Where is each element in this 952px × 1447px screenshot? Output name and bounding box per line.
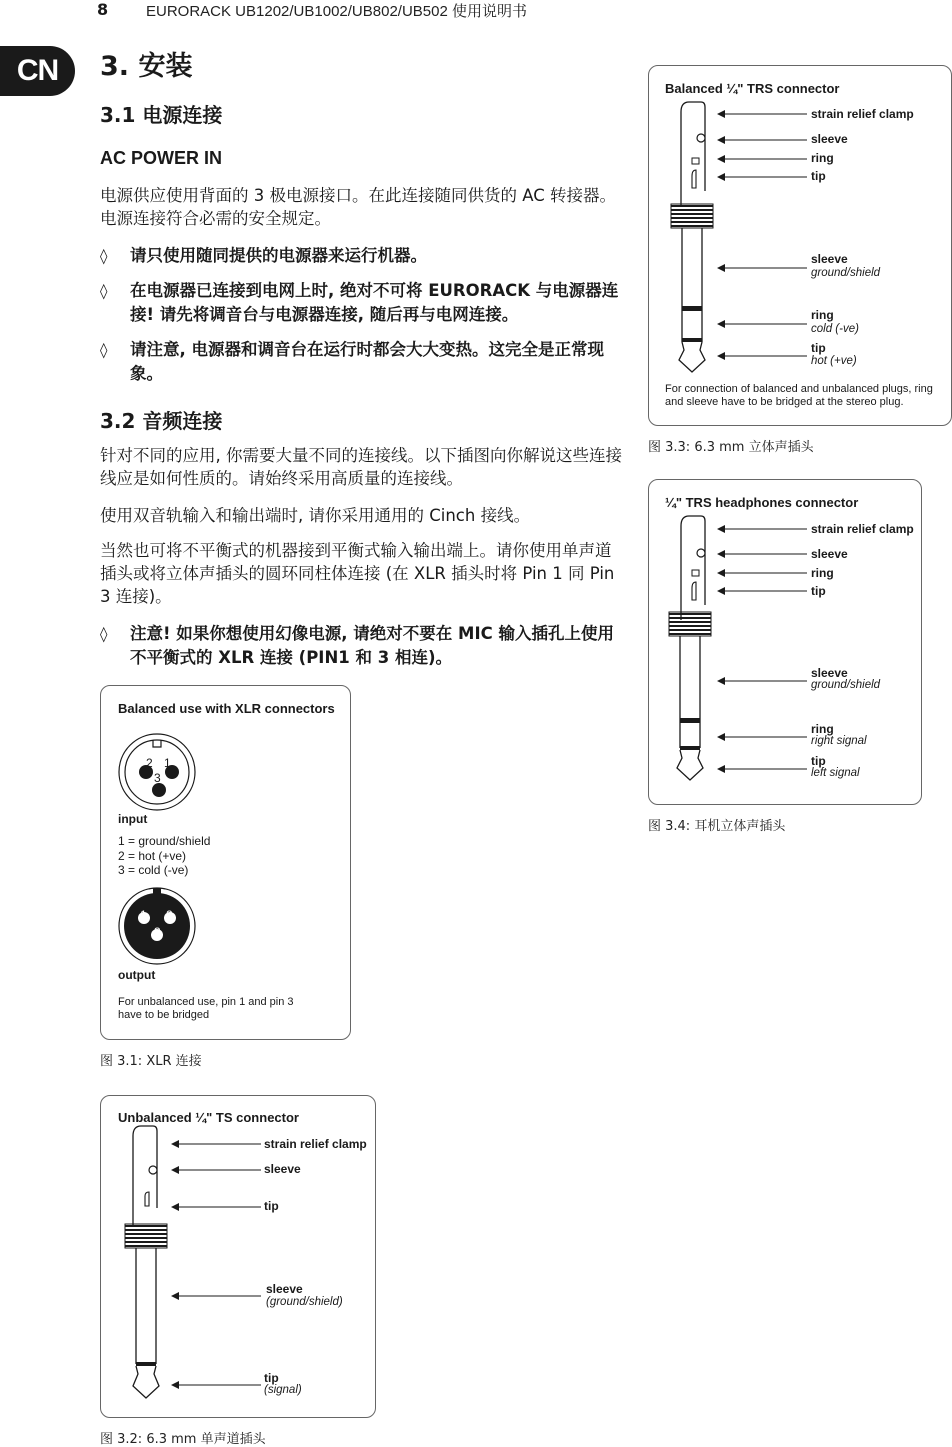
power-bullet-1 [100,244,625,268]
power-bullet-3 [100,338,625,386]
xlr-pin-assignment: 3 = cold (-ve) [118,863,189,877]
language-tab: CN [0,46,75,96]
ts-tip-contact-function: (signal) [264,1384,302,1396]
xlr-output-label: output [118,968,156,982]
trs-sleeve-contact-label: sleeve [811,252,848,266]
xlr-input-label: input [118,812,148,826]
power-section-title: 3.1 电源连接 [100,103,223,127]
ac-power-subtitle: AC POWER IN [100,148,223,168]
bullet-text: 请注意, 电源器和调音台在运行时都会大大变热。这完全是正常现象。 [130,340,605,383]
headphones-ring-contact-function: right signal [811,735,867,747]
ts-strain-relief-label: strain relief clamp [264,1137,367,1151]
headphones-sleeve-contact-label: sleeve [811,666,848,680]
xlr-input-pin-label: 1 [164,756,171,770]
audio-section-title: 3.2 音频连接 [100,409,223,433]
figure-3-3-caption: 图 3.3: 6.3 mm 立体声插头 [648,440,814,455]
trs-strain-relief-label: strain relief clamp [811,107,914,121]
ts-sleeve-contact-function: (ground/shield) [266,1296,343,1308]
trs-figure-panel [648,65,952,426]
xlr-pin-assignment: 2 = hot (+ve) [118,849,187,863]
trs-tip-contact-function: hot (+ve) [811,355,857,367]
bullet-text: 请只使用随同提供的电源器来运行机器。 [130,246,427,265]
audio-paragraph-3: 当然也可将不平衡式的机器接到平衡式输入输出端上。请你使用单声道插头或将立体声插头的圆环同柱体连接 (在 XLR 插头时将 Pin 1 同 Pin 3 连接)。 [100,541,615,606]
xlr-input-pin-label: 3 [154,771,161,785]
ts-sleeve-contact-label: sleeve [266,1282,303,1296]
headphones-ring-label: ring [811,566,834,580]
headphones-tip-contact-label: tip [811,754,826,768]
xlr-unbalanced-note: For unbalanced use, pin 1 and pin 3 have to be bridged [118,996,294,1021]
bullet-mark: ◊ [100,247,108,265]
phantom-warning-bullet [100,622,625,670]
audio-paragraph-1: 针对不同的应用, 你需要大量不同的连接线。以下插图向你解说这些连接线应是如何性质的。请始终采用高质量的连接线。 [100,446,622,488]
figure-3-1-caption: 图 3.1: XLR 连接 [100,1054,202,1069]
trs-sleeve-contact-function: ground/shield [811,267,881,279]
trs-bridging-note: For connection of balanced and unbalanced plugs, ring and sleeve have to be bridged at the stereo plug. [665,383,933,408]
headphones-figure-panel [648,479,922,805]
headphones-ring-contact-label: ring [811,722,834,736]
running-header: EURORACK UB1202/UB1002/UB802/UB502 使用说明书 [146,3,527,20]
power-bullet-2 [100,279,625,327]
headphones-tip-label: tip [811,584,826,598]
headphones-figure-title: ¼" TRS headphones connector [665,495,859,510]
figure-3-2-caption: 图 3.2: 6.3 mm 单声道插头 [100,1432,266,1447]
headphones-sleeve-label: sleeve [811,547,848,561]
ts-sleeve-label: sleeve [264,1162,301,1176]
bullet-mark: ◊ [100,625,108,643]
bullet-mark: ◊ [100,282,108,300]
ts-figure-panel [100,1095,376,1418]
ts-tip-label: tip [264,1199,279,1213]
figure-3-4-caption: 图 3.4: 耳机立体声插头 [648,819,786,834]
bullet-text: 注意! 如果你想使用幻像电源, 请绝对不要在 MIC 输入插孔上使用不平衡式的 XLR 连接 (PIN1 和 3 相连)。 [130,624,614,667]
ts-tip-contact-label: tip [264,1371,279,1385]
xlr-output-pin-label: 1 [140,908,147,922]
power-paragraph: 电源供应使用背面的 3 极电源接口。在此连接随同供货的 AC 转接器。电源连接符合必需的安全规定。 [100,186,616,228]
trs-ring-label: ring [811,151,834,165]
trs-ring-contact-function: cold (-ve) [811,323,859,335]
headphones-strain-relief-label: strain relief clamp [811,522,914,536]
section-title: 3. 安装 [100,51,193,82]
xlr-figure-panel [100,685,351,1040]
bullet-text: 在电源器已连接到电网上时, 绝对不可将 EURORACK 与电源器连接! 请先将调音台与电源器连接, 随后再与电网连接。 [130,281,619,324]
xlr-figure-title: Balanced use with XLR connectors [118,701,335,716]
xlr-input-pin-label: 2 [146,756,153,770]
audio-paragraph-2: 使用双音轨输入和输出端时, 请你采用通用的 Cinch 接线。 [100,506,531,525]
xlr-output-pin-label: 2 [166,908,173,922]
headphones-sleeve-contact-function: ground/shield [811,679,881,691]
ts-figure-title: Unbalanced ¼" TS connector [118,1110,299,1125]
page-number: 8 [97,0,109,19]
trs-tip-contact-label: tip [811,341,826,355]
trs-sleeve-label: sleeve [811,132,848,146]
headphones-tip-contact-function: left signal [811,767,860,779]
bullet-mark: ◊ [100,341,108,359]
xlr-output-pin-label: 3 [154,925,161,939]
trs-ring-contact-label: ring [811,308,834,322]
xlr-pin-assignment: 1 = ground/shield [118,834,211,848]
trs-figure-title: Balanced ¼" TRS connector [665,81,840,96]
trs-tip-label: tip [811,169,826,183]
